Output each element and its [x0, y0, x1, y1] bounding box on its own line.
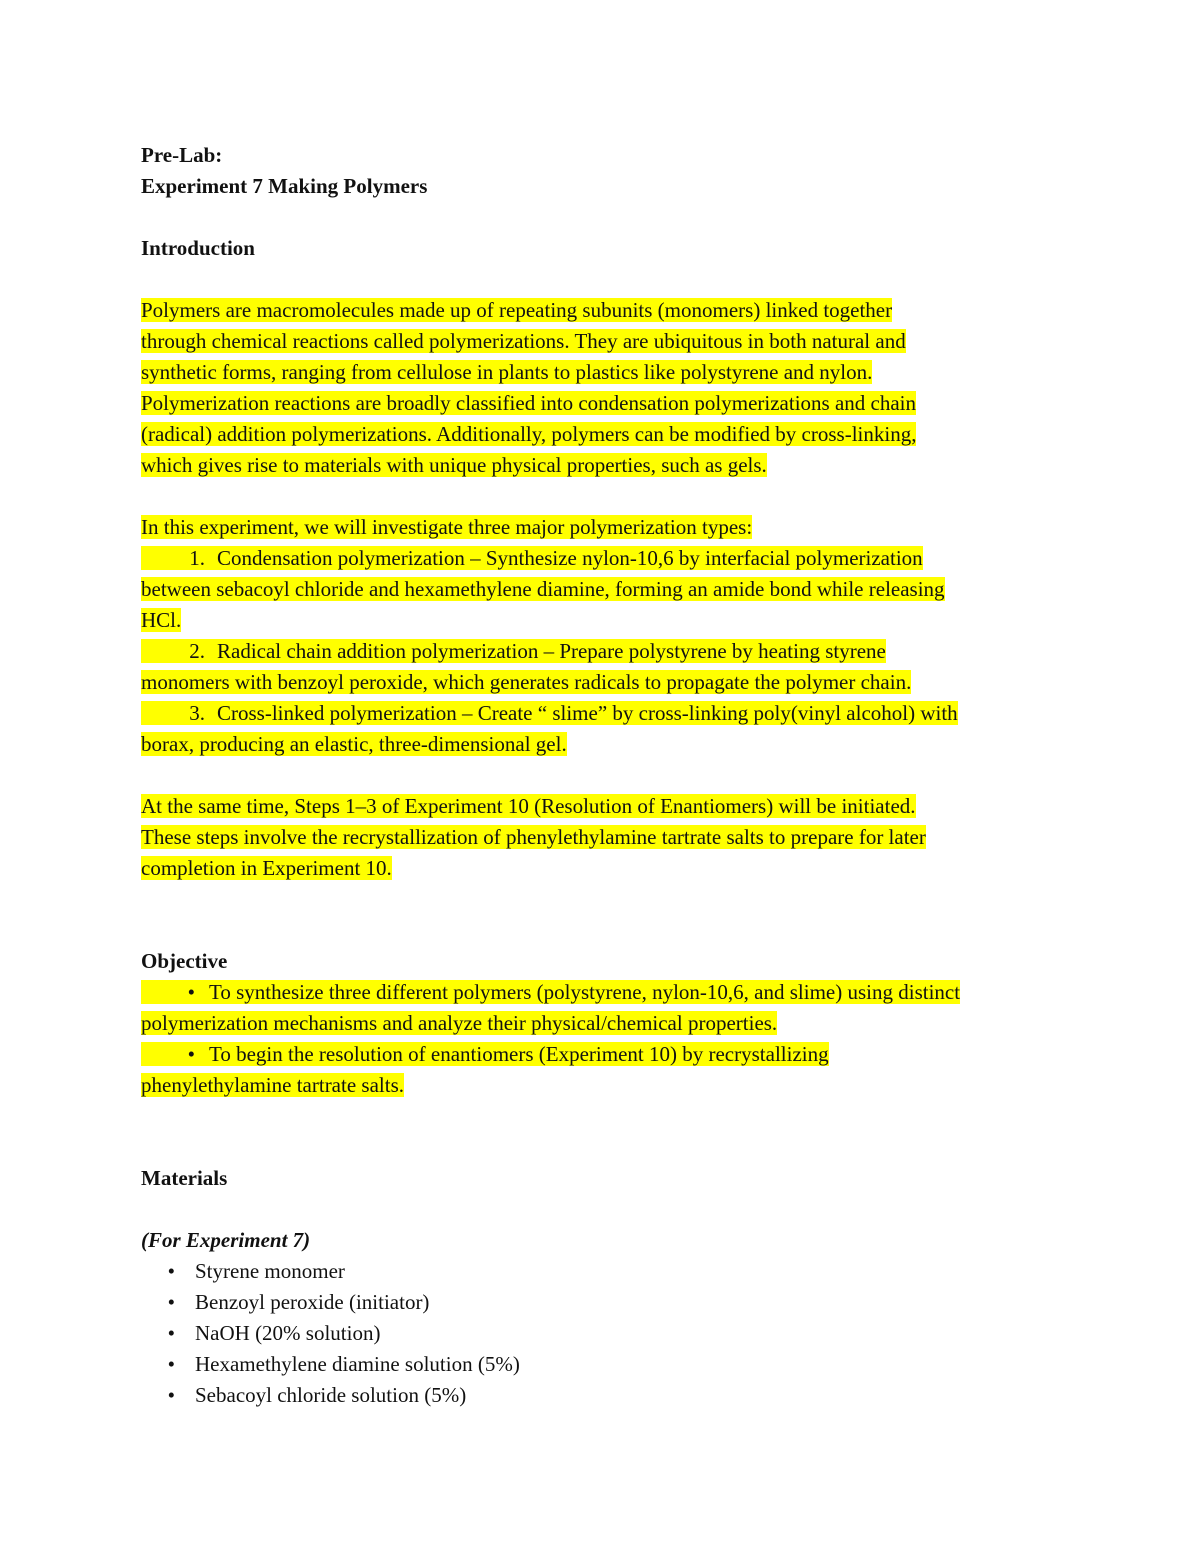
intro-line: Polymers are macromolecules made up of repeating subunits (monomers) linked together [141, 298, 893, 322]
document-title: Experiment 7 Making Polymers [141, 174, 428, 198]
item-number: 2. [189, 639, 205, 663]
prelab-label: Pre-Lab: [141, 143, 223, 167]
bullet-icon: • [187, 980, 195, 1004]
list-item [141, 1349, 1061, 1380]
item-text: Radical chain addition polymerization – Prepare polystyrene by heating styrene [217, 639, 886, 663]
intro-line: These steps involve the recrystallization of phenylethylamine tartrate salts to prepare for later [141, 825, 926, 849]
bullet-icon: • [167, 1383, 175, 1407]
numbered-item-3 [141, 698, 1061, 760]
objective-text: phenylethylamine tartrate salts. [141, 1073, 404, 1097]
material-text: Sebacoyl chloride solution (5%) [195, 1383, 467, 1407]
objective-text: To begin the resolution of enantiomers (Experiment 10) by recrystallizing [209, 1042, 829, 1066]
materials-subheading: (For Experiment 7) [141, 1228, 311, 1252]
numbered-item-1 [141, 543, 1061, 636]
objective-item-1 [141, 977, 1061, 1039]
document-page [141, 140, 1061, 1411]
numbered-item-2 [141, 636, 1061, 698]
introduction-paragraph-2 [141, 512, 1061, 760]
bullet-icon: • [187, 1042, 195, 1066]
bullet-icon: • [167, 1290, 175, 1314]
material-text: NaOH (20% solution) [195, 1321, 381, 1345]
bullet-icon: • [167, 1259, 175, 1283]
intro-lead-line: In this experiment, we will investigate three major polymerization types: [141, 515, 753, 539]
objective-heading: Objective [141, 949, 228, 973]
list-item [141, 1318, 1061, 1349]
materials-heading: Materials [141, 1166, 228, 1190]
item-text: Cross-linked polymerization – Create “ slime” by cross-linking poly(vinyl alcohol) with [217, 701, 958, 725]
list-item [141, 1380, 1061, 1411]
bullet-icon: • [167, 1321, 175, 1345]
objective-text: To synthesize three different polymers (polystyrene, nylon-10,6, and slime) using distinct [209, 980, 961, 1004]
intro-line: synthetic forms, ranging from cellulose in plants to plastics like polystyrene and nylon. [141, 360, 873, 384]
item-number: 3. [189, 701, 205, 725]
intro-line: which gives rise to materials with unique physical properties, such as gels. [141, 453, 767, 477]
intro-line: At the same time, Steps 1–3 of Experiment 10 (Resolution of Enantiomers) will be initiated. [141, 794, 916, 818]
introduction-paragraph-3 [141, 791, 1061, 884]
intro-line: through chemical reactions called polymerizations. They are ubiquitous in both natural and [141, 329, 906, 353]
material-text: Benzoyl peroxide (initiator) [195, 1290, 430, 1314]
intro-line: Polymerization reactions are broadly classified into condensation polymerizations and chain [141, 391, 917, 415]
item-text: monomers with benzoyl peroxide, which generates radicals to propagate the polymer chain. [141, 670, 912, 694]
introduction-heading: Introduction [141, 236, 255, 260]
item-text: between sebacoyl chloride and hexamethylene diamine, forming an amide bond while releasing [141, 577, 945, 601]
item-number: 1. [189, 546, 205, 570]
material-text: Styrene monomer [195, 1259, 345, 1283]
list-item [141, 1256, 1061, 1287]
item-text: HCl. [141, 608, 182, 632]
item-text: Condensation polymerization – Synthesize nylon-10,6 by interfacial polymerization [217, 546, 923, 570]
objective-text: polymerization mechanisms and analyze their physical/chemical properties. [141, 1011, 778, 1035]
objective-item-2 [141, 1039, 1061, 1101]
item-text: borax, producing an elastic, three-dimensional gel. [141, 732, 567, 756]
introduction-paragraph-1 [141, 295, 1061, 481]
intro-line: completion in Experiment 10. [141, 856, 392, 880]
bullet-icon: • [167, 1352, 175, 1376]
list-item [141, 1287, 1061, 1318]
intro-line: (radical) addition polymerizations. Additionally, polymers can be modified by cross-linking, [141, 422, 917, 446]
objective-list [141, 977, 1061, 1101]
material-text: Hexamethylene diamine solution (5%) [195, 1352, 520, 1376]
materials-list [141, 1256, 1061, 1411]
